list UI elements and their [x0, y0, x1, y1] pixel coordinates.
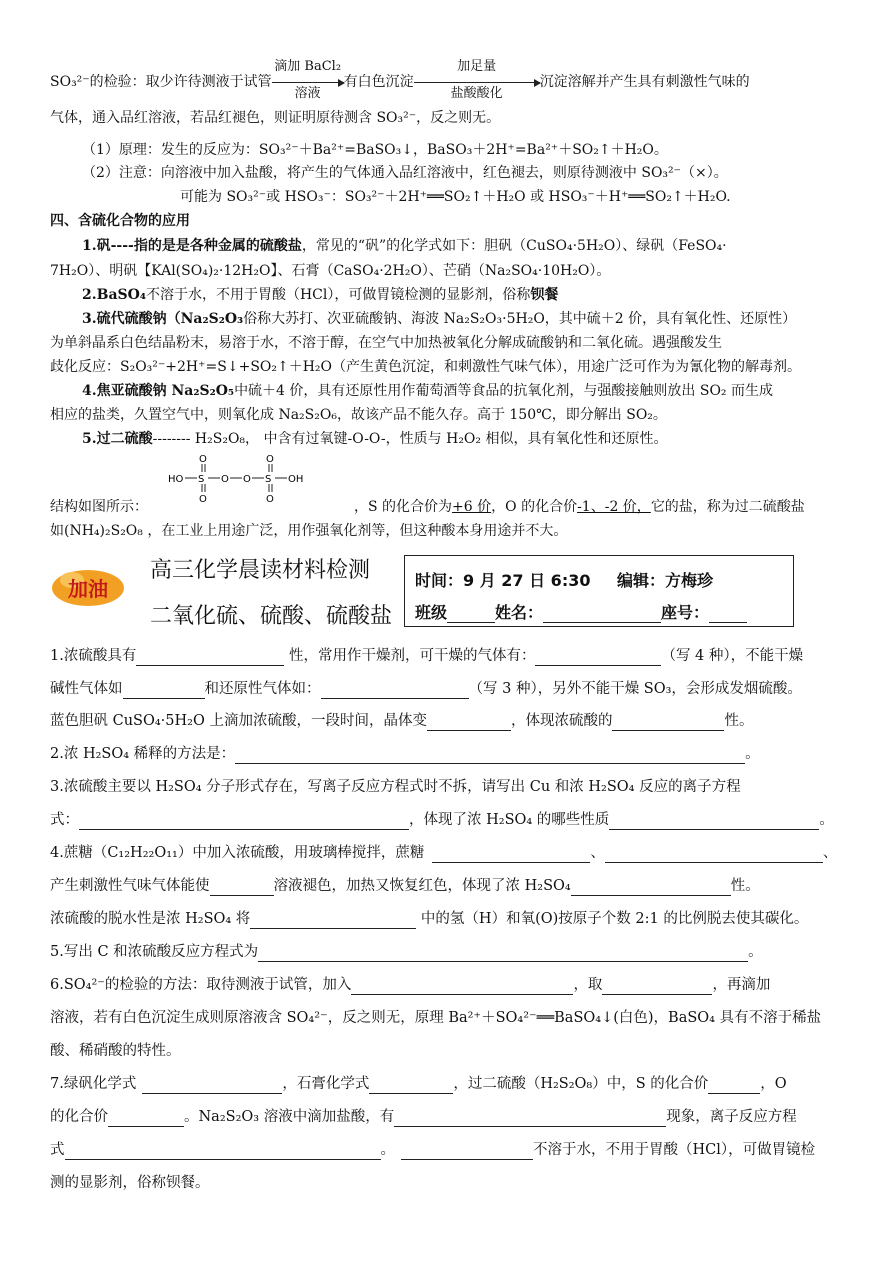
structure-line	[50, 497, 805, 517]
principle-line: （1）原理：发生的反应为：SO₃²⁻＋Ba²⁺=BaSO₃↓，BaSO₃＋2H⁺=Ba²⁺＋SO₂↑＋H₂O。	[82, 142, 668, 158]
q4-text-f: 性。	[730, 878, 760, 894]
q7-text-c: ，过二硫酸（H₂S₂O₈）中，S 的化合价	[453, 1076, 709, 1092]
editor-label: 编辑：方梅珍	[617, 571, 714, 590]
q4-blank-1[interactable]	[432, 846, 590, 863]
q7-blank-6[interactable]	[65, 1143, 381, 1160]
para-2-text: 不溶于水，不用于胃酸（HCl），可做胃镜检测的显影剂，俗称	[145, 287, 531, 303]
q4-text-c: 、	[822, 845, 838, 861]
page-title: 高三化学晨读材料检测	[150, 558, 371, 583]
q7-blank-3[interactable]	[708, 1077, 760, 1094]
para-3-text: 俗称大苏打、次亚硫酸钠、海波 Na₂S₂O₃·5H₂O，其中硫＋2 价，具有氧化性、还原性）	[243, 311, 797, 327]
arrow1-bottom-label: 溶液	[294, 86, 321, 101]
q3-blank-2[interactable]	[609, 813, 819, 830]
q1-text-c: （写 4 种），不能干燥	[661, 648, 804, 664]
structure-o-label: ，O 的化合价	[491, 499, 578, 515]
q4-blank-5[interactable]	[250, 912, 416, 929]
q1-line-2	[50, 679, 802, 699]
name-label: 姓名：	[495, 603, 544, 622]
q7-text-f: 。Na₂S₂O₃ 溶液中滴加盐酸，有	[184, 1109, 395, 1125]
para-5-bold: 5.过二硫酸	[82, 431, 153, 447]
structure-pre: 结构如图所示：	[50, 499, 148, 515]
q7-blank-4[interactable]	[108, 1110, 184, 1127]
para-4-bold: 4.焦亚硫酸钠 Na₂S₂O₅	[82, 383, 235, 399]
page-subtitle: 二氧化硫、硫酸、硫酸盐	[150, 604, 393, 629]
structure-s-label: ，S 的化合价为	[354, 499, 453, 515]
para-1-cont: 7H₂O）、明矾【KAl(SO₄)₂·12H₂O】、石膏（CaSO₄·2H₂O）、芒硝（Na₂SO₄·10H₂O）。	[50, 263, 611, 279]
q7-text-e: 的化合价	[50, 1109, 108, 1125]
reaction-arrow-1	[272, 59, 344, 101]
q7-text-a: 7.绿矾化学式	[50, 1076, 137, 1092]
q5-blank[interactable]	[258, 945, 748, 962]
q1-blank-4[interactable]	[321, 682, 469, 699]
q1-blank-2[interactable]	[535, 649, 661, 666]
q7-blank-1[interactable]	[142, 1077, 282, 1094]
mol-o-top-1: O	[199, 454, 207, 465]
seat-label: 座号：	[661, 603, 710, 622]
q2-blank[interactable]	[235, 747, 745, 764]
para-2-bold: 2.BaSO₄	[82, 287, 146, 303]
q7-text-d: ，O	[760, 1076, 787, 1092]
mol-o-top-2: O	[266, 454, 274, 465]
mol-o-bot-1: O	[199, 494, 207, 505]
q2-line	[50, 744, 760, 764]
q4-text-g: 浓硫酸的脱水性是浓 H₂SO₄ 将	[50, 911, 251, 927]
mol-o-bot-2: O	[266, 494, 274, 505]
para-3-cont-2: 歧化反应：S₂O₃²⁻+2H⁺=S↓+SO₂↑＋H₂O（产生黄色沉淀，和刺激性气味气体），用途广泛可作为为氰化物的解毒剂。	[50, 359, 802, 375]
q7-text-b: ，石膏化学式	[282, 1076, 370, 1092]
q4-text-h: 中的氢（H）和氧(O)按原子个数 2:1 的比例脱去使其碳化。	[416, 911, 809, 927]
q1-text-i: 性。	[724, 713, 754, 729]
q2-text-b: 。	[745, 746, 760, 762]
class-field[interactable]	[447, 606, 495, 623]
q6-line-2: 溶液，若有白色沉淀生成则原溶液含 SO₄²⁻，反之则无，原理 Ba²⁺＋SO₄²⁻══BaSO₄↓(白色)，BaSO₄ 具有不溶于稀盐	[50, 1010, 822, 1026]
q5-text-b: 。	[748, 944, 763, 960]
para-4-text: 中硫＋4 价，具有还原性用作葡萄酒等食品的抗氧化剂，与强酸接触则放出 SO₂ 而生成	[234, 383, 773, 399]
q7-line-4: 测的显影剂，俗称钡餐。	[50, 1175, 210, 1191]
para-1-bold: 1.矾----指的是是各种金属的硫酸盐	[82, 238, 302, 254]
q1-line-3	[50, 711, 753, 731]
q1-text-a: 1.浓硫酸具有	[50, 648, 137, 664]
student-info-box	[404, 555, 794, 627]
q6-text-b: ，取	[573, 977, 603, 993]
arrow1-top-label: 滴加 BaCl₂	[274, 59, 342, 74]
q7-text-i: 。	[380, 1142, 395, 1158]
q3-blank-1[interactable]	[79, 813, 409, 830]
q1-text-b: 性，常用作干燥剂，可干燥的气体有：	[284, 648, 536, 664]
fist-logo-icon	[48, 566, 128, 610]
para-3	[50, 309, 796, 329]
q6-line-3: 酸、稀硝酸的特性。	[50, 1043, 181, 1059]
q1-text-e: 和还原性气体如：	[204, 681, 321, 697]
so3-test-mid: 有白色沉淀	[343, 74, 414, 90]
q1-text-h: ，体现浓硫酸的	[510, 713, 613, 729]
class-label: 班级	[415, 603, 448, 622]
section-heading: 四、含硫化合物的应用	[50, 213, 190, 229]
q1-text-g: 蓝色胆矾 CuSO₄·5H₂O 上滴加浓硫酸，一段时间，晶体变	[50, 713, 427, 729]
arrow2-top-label: 加足量	[457, 59, 497, 74]
q4-text-d: 产生刺激性气味气体能使	[50, 878, 210, 894]
q1-blank-5[interactable]	[427, 714, 511, 731]
para-5	[50, 429, 667, 449]
q4-blank-2[interactable]	[605, 846, 823, 863]
caution-line: （2）注意：向溶液中加入盐酸，将产生的气体通入品红溶液中，红色褪去，则原待测液中 SO₃²⁻（×）。	[82, 165, 728, 181]
mol-s1: S	[198, 474, 205, 485]
q6-blank-1[interactable]	[351, 978, 573, 995]
mol-ho: HO	[168, 474, 184, 485]
so3-test-cont: 气体，通入品红溶液，若品红褪色，则证明原待测含 SO₃²⁻，反之则无。	[50, 110, 501, 126]
q5-line	[50, 942, 763, 962]
para-1	[50, 236, 727, 256]
mol-o2: O	[243, 474, 251, 485]
structure-post: 它的盐，称为过二硫酸盐	[650, 499, 805, 515]
q3-text-b: 式：	[50, 812, 79, 828]
q2-text-a: 2.浓 H₂SO₄ 稀释的方法是：	[50, 746, 236, 762]
logo-badge	[48, 566, 128, 610]
q6-text-c: ，再滴加	[712, 977, 771, 993]
q3-line-2	[50, 810, 834, 830]
q4-line-3	[50, 909, 808, 929]
q7-blank-2[interactable]	[369, 1077, 453, 1094]
mol-s2: S	[265, 474, 272, 485]
so3-test-pre: SO₃²⁻的检验：取少许待测液于试管	[50, 74, 272, 90]
q4-line-2	[50, 876, 760, 896]
mol-oh: OH	[288, 474, 304, 485]
para-3-bold: 3.硫代硫酸钠（Na₂S₂O₃	[82, 311, 244, 327]
reaction-arrow-2	[414, 59, 540, 101]
q1-blank-3[interactable]	[123, 682, 205, 699]
q1-blank-6[interactable]	[612, 714, 724, 731]
q1-line-1	[50, 646, 803, 666]
structure-o-value: -1、-2 价，	[577, 499, 651, 515]
q5-text-a: 5.写出 C 和浓硫酸反应方程式为	[50, 944, 259, 960]
structure-cont: 如(NH₄)₂S₂O₈ ，在工业上用途广泛，用作强氧化剂等，但这种酸本身用途并不大。	[50, 523, 568, 539]
q7-line-3	[50, 1140, 815, 1160]
mol-o1: O	[221, 474, 229, 485]
logo-text: 加油	[68, 577, 108, 601]
q7-text-j: 不溶于水，不用于胃酸（HCl），可做胃镜检	[533, 1142, 816, 1158]
para-1-text: ，常见的“矾”的化学式如下：胆矾（CuSO₄·5H₂O）、绿矾（FeSO₄·	[301, 238, 727, 254]
q7-text-g: 现象，离子反应方程	[666, 1109, 797, 1125]
q4-text-a: 4.蔗糖（C₁₂H₂₂O₁₁）中加入浓硫酸，用玻璃棒搅拌，蔗糖	[50, 845, 425, 861]
q1-text-f: （写 3 种），另外不能干燥 SO₃，会形成发烟硫酸。	[468, 681, 802, 697]
q7-blank-5[interactable]	[394, 1110, 666, 1127]
q7-line-2	[50, 1107, 797, 1127]
q4-line-1	[50, 843, 837, 863]
q7-line-1	[50, 1074, 787, 1094]
q7-text-h: 式	[50, 1142, 65, 1158]
seat-field[interactable]	[709, 606, 747, 623]
q4-blank-4[interactable]	[571, 879, 731, 896]
q6-line-1	[50, 975, 770, 995]
q4-text-b: 、	[590, 845, 605, 861]
para-4-cont: 相应的盐类，久置空气中，则氧化成 Na₂S₂O₆，故该产品不能久存。高于 150℃，即分解出 SO₂。	[50, 407, 667, 423]
para-2-end: 钡餐	[530, 287, 559, 303]
so3-test-post: 沉淀溶解并产生具有刺激性气味的	[539, 74, 750, 90]
q4-text-e: 溶液褪色，加热又恢复红色，体现了浓 H₂SO₄	[273, 878, 571, 894]
q6-blank-2[interactable]	[602, 978, 712, 995]
para-5-text: -------- H₂S₂O₈， 中含有过氧键-O-O-，性质与 H₂O₂ 相似，具有氧化性和还原性。	[152, 431, 668, 447]
name-field[interactable]	[543, 606, 661, 623]
time-label: 时间：9 月 27 日 6:30	[415, 571, 591, 590]
q4-blank-3[interactable]	[210, 879, 274, 896]
q7-blank-7[interactable]	[401, 1143, 533, 1160]
q6-text-a: 6.SO₄²⁻的检验的方法：取待测液于试管，加入	[50, 977, 352, 993]
q3-text-d: 。	[819, 812, 834, 828]
para-4	[50, 381, 773, 401]
para-3-cont-1: 为单斜晶系白色结晶粉末，易溶于水，不溶于醇，在空气中加热被氧化分解成硫酸钠和二氧化硫。遇强酸发生	[50, 335, 722, 351]
so3-test-line	[50, 59, 750, 101]
q1-blank-1[interactable]	[136, 649, 284, 666]
caution-line-2: 可能为 SO₃²⁻或 HSO₃⁻：SO₃²⁻＋2H⁺══SO₂↑＋H₂O 或 HSO₃⁻＋H⁺══SO₂↑＋H₂O.	[180, 189, 731, 205]
arrow2-bottom-label: 盐酸酸化	[450, 86, 503, 101]
q3-line-1: 3.浓硫酸主要以 H₂SO₄ 分子形式存在，写离子反应方程式时不拆，请写出 Cu 和浓 H₂SO₄ 反应的离子方程	[50, 779, 741, 795]
q3-text-c: ，体现了浓 H₂SO₄ 的哪些性质	[409, 812, 610, 828]
para-2	[50, 285, 558, 305]
q1-text-d: 碱性气体如	[50, 681, 123, 697]
structure-s-value: +6 价	[452, 499, 492, 515]
